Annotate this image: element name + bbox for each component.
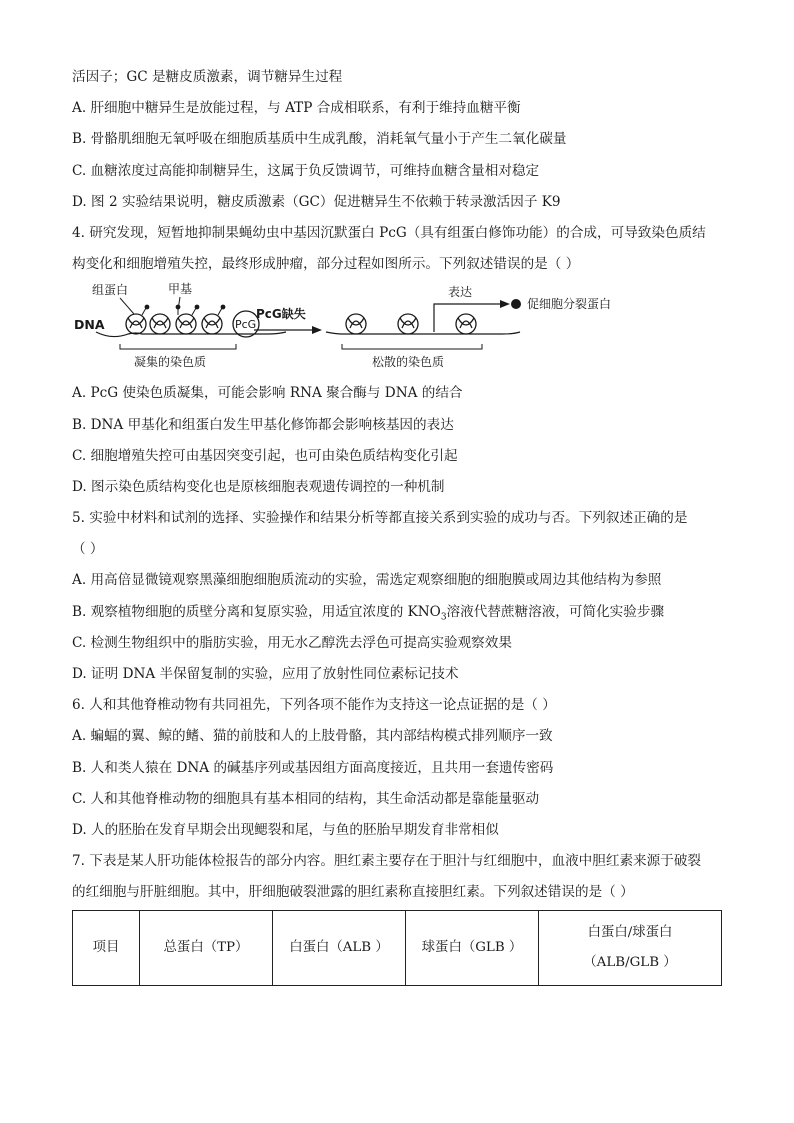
protein-dot [511, 299, 521, 309]
nucleosome-group [126, 314, 222, 334]
nucleosome [456, 314, 476, 334]
option-b [72, 597, 724, 628]
option-c: C. 检测生物组织中的脂肪实验，用无水乙醇洗去浮色可提高实验观察效果 [72, 634, 512, 651]
label-methyl: 甲基 [168, 282, 193, 297]
table-row [73, 910, 722, 985]
header-line: （ALB/GLB ） [583, 954, 677, 970]
label-pcg-loss: PcG缺失 [256, 307, 306, 322]
question-4-stem-cont: 构变化和细胞增殖失控，最终形成肿瘤，部分过程如图所示。下列叙述错误的是（ ） [72, 256, 580, 273]
option-a: A. 蝙蝠的翼、鲸的鳍、猫的前肢和人的上肢骨骼，其内部结构模式排列顺序一致 [72, 728, 553, 745]
question-4-stem: 4. 研究发现，短暂地抑制果蝇幼虫中基因沉默蛋白 PcG（具有组蛋白修饰功能）的合成，可导致染色质结 [72, 224, 706, 241]
text-line: 活因子；GC 是糖皮质激素，调节糖异生过程 [72, 69, 343, 85]
option-b: B. 人和类人猿在 DNA 的碱基序列或基因组方面高度接近，且共用一套遗传密码 [72, 759, 554, 776]
question-6-stem: 6. 人和其他脊椎动物有共同祖先，下列各项不能作为支持这一论点证据的是（ ） [72, 697, 556, 714]
option-b-text: B. 观察植物细胞的质壁分离和复原实验，用适宜浓度的 KNO [72, 603, 441, 620]
methyl-dot [176, 305, 181, 310]
nucleosome [150, 314, 170, 334]
nucleosome [202, 314, 222, 334]
label-histone: 组蛋白 [92, 283, 129, 298]
option-b: B. DNA 甲基化和组蛋白发生甲基化修饰都会影响核基因的表达 [72, 416, 454, 433]
nucleosome [176, 314, 196, 334]
table-header-cell [539, 910, 722, 985]
exam-page [72, 62, 724, 986]
option-d: D. 人的胚胎在发育早期会出现鳃裂和尾，与鱼的胚胎早期发育非常相似 [72, 821, 499, 838]
nucleosome [346, 314, 366, 334]
nucleosome [398, 314, 418, 334]
table-header-cell: 球蛋白（GLB ） [406, 910, 539, 985]
table-header-cell: 白蛋白（ALB ） [273, 910, 406, 985]
option-d: D. 图示染色质结构变化也是原核细胞表观遗传调控的一种机制 [72, 478, 445, 495]
pointer-line [120, 298, 134, 314]
option-a: A. 用高倍显微镜观察黑藻细胞细胞质流动的实验，需选定观察细胞的细胞膜或周边其他结构为参照 [72, 572, 662, 589]
label-condensed: 凝集的染色质 [134, 355, 207, 370]
header-line: 白蛋白/球蛋白 [587, 924, 673, 940]
liver-function-table [72, 910, 722, 986]
option-b-text-cont: 溶液代替蔗糖溶液，可简化实验步骤 [446, 603, 665, 620]
question-7-stem-cont: 的红细胞与肝脏细胞。其中，肝细胞破裂泄露的胆红素称直接胆红素。下列叙述错误的是（ ） [72, 884, 634, 901]
question-7-stem: 7. 下表是某人肝功能体检报告的部分内容。胆红素主要存在于胆汁与红细胞中，血液中胆红素来源于破裂 [72, 853, 702, 870]
methyl-dot [221, 305, 226, 310]
methyl-dot [145, 305, 150, 310]
question-5-stem-cont: （ ） [72, 541, 104, 558]
methyl-dot [195, 305, 200, 310]
label-pcg: PcG [235, 318, 257, 332]
subscript: 3 [440, 612, 447, 623]
chromatin-figure [72, 282, 724, 376]
option-a: A. 肝细胞中糖异生是放能过程，与 ATP 合成相联系，有利于维持血糖平衡 [72, 100, 521, 117]
option-c: C. 细胞增殖失控可由基因突变引起，也可由染色质结构变化引起 [72, 447, 458, 464]
arrow-head [312, 326, 322, 334]
nucleosome-group [346, 314, 476, 334]
question-5-stem: 5. 实验中材料和试剂的选择、实验操作和结果分析等都直接关系到实验的成功与否。下列叙述正确的是 [72, 510, 688, 527]
option-b: B. 骨骼肌细胞无氧呼吸在细胞质基质中生成乳酸，消耗氧气量小于产生二氧化碳量 [72, 131, 567, 148]
option-c: C. 人和其他脊椎动物的细胞具有基本相同的结构，其生命活动都是靠能量驱动 [72, 790, 540, 807]
bracket [342, 344, 482, 349]
label-express: 表达 [448, 285, 473, 300]
option-a: A. PcG 使染色质凝集，可能会影响 RNA 聚合酶与 DNA 的结合 [72, 385, 463, 402]
label-dna: DNA [74, 317, 105, 333]
option-c: C. 血糖浓度过高能抑制糖异生，这属于负反馈调节，可维持血糖含量相对稳定 [72, 162, 540, 179]
chromatin-diagram [72, 282, 722, 376]
bracket [120, 344, 236, 349]
option-d: D. 图 2 实验结果说明，糖皮质激素（GC）促进糖异生不依赖于转录激活因子 K9 [72, 193, 561, 210]
label-protein: 促细胞分裂蛋白 [527, 297, 612, 312]
nucleosome [126, 314, 146, 334]
label-loose: 松散的染色质 [372, 355, 445, 370]
arrow-head [500, 300, 510, 308]
table-header-cell: 总蛋白（TP） [140, 910, 273, 985]
expression-arrow [434, 304, 500, 332]
option-d: D. 证明 DNA 半保留复制的实验，应用了放射性同位素标记技术 [72, 666, 459, 682]
table-header-cell: 项目 [73, 910, 140, 985]
